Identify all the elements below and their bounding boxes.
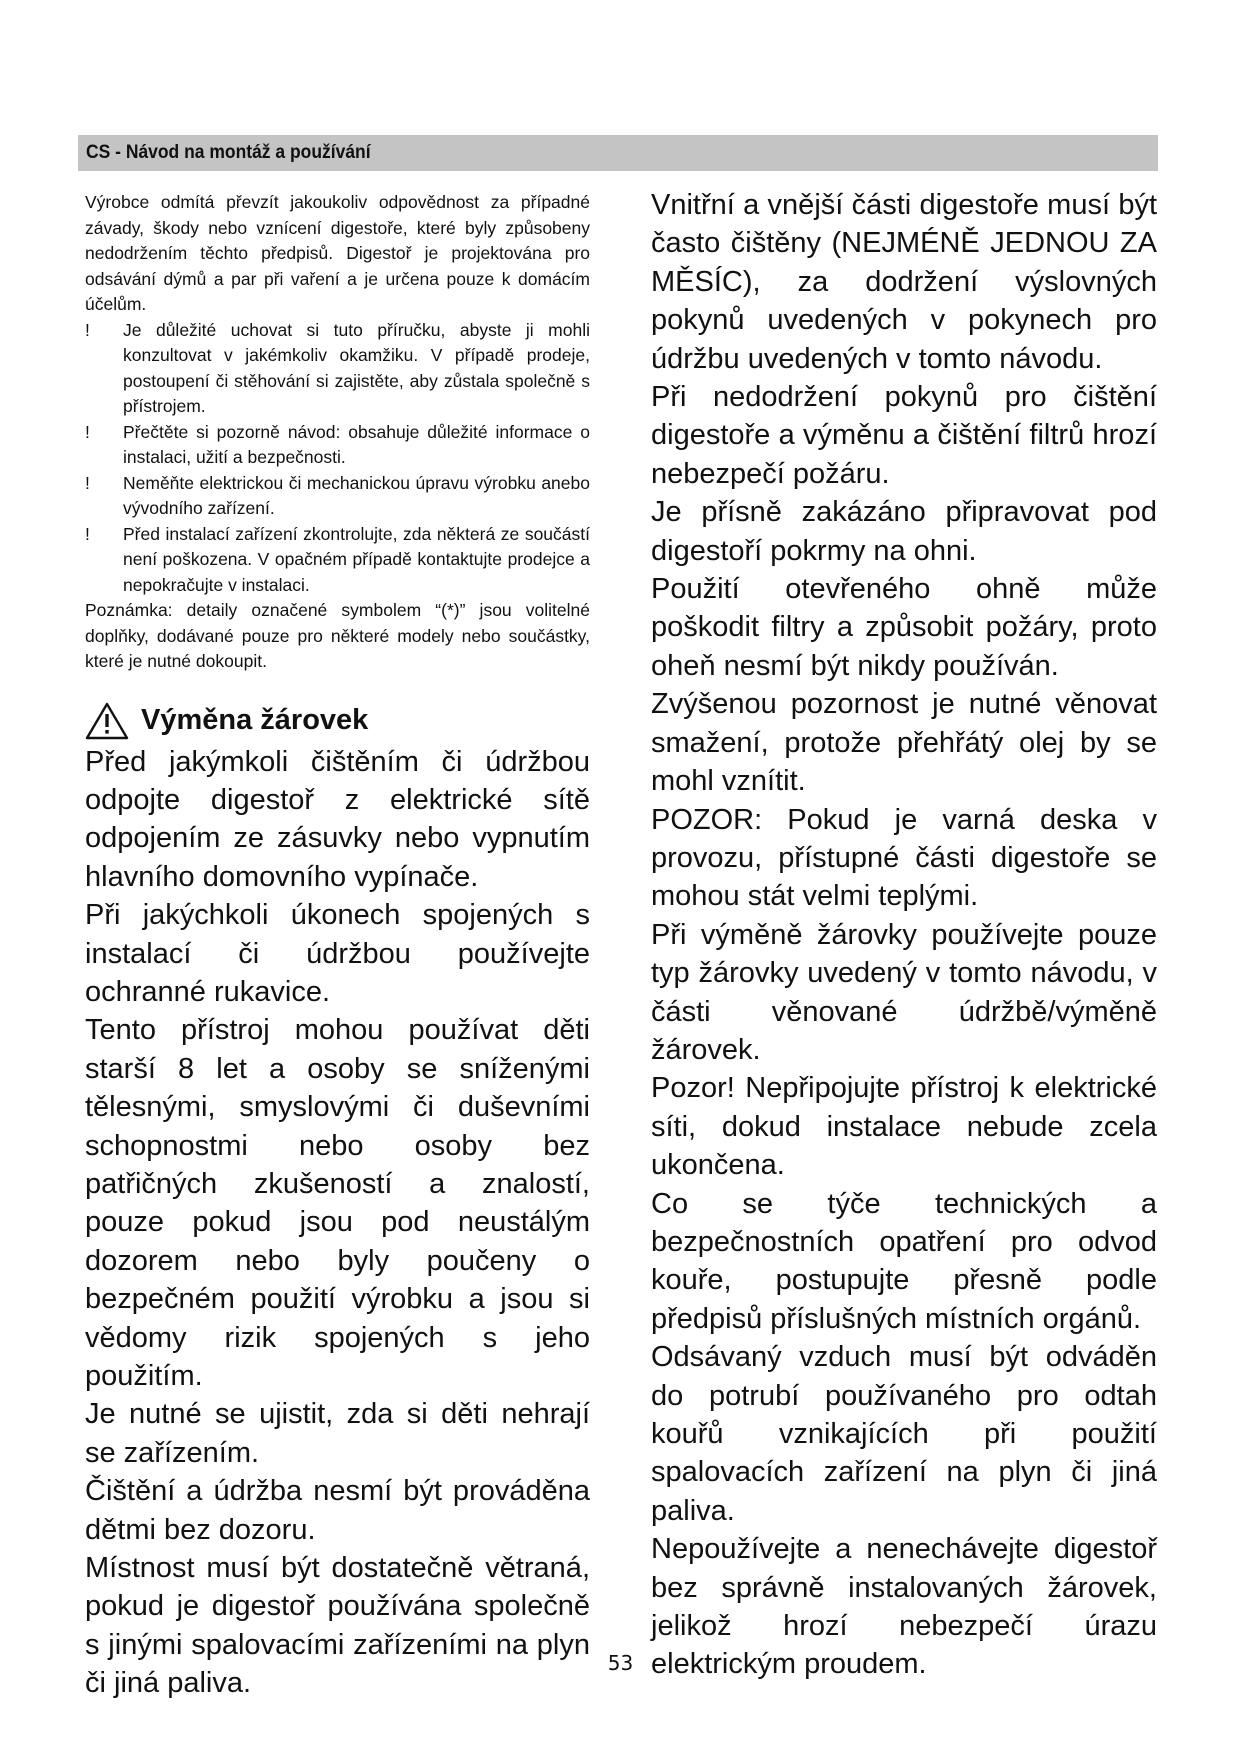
exclamation-bullet: ! xyxy=(85,472,90,493)
body-paragraph: Místnost musí být dostatečně větraná, pokud je digestoř používána společně s jinými spalovacími zařízeními na plyn či jiná paliva. xyxy=(85,1552,590,1700)
left-column xyxy=(85,190,590,1703)
intro-paragraph: Výrobce odmítá převzít jakoukoliv odpovědnost za případné závady, škody nebo vznícení digestoře, které byly způsobeny nedodržením těchto předpisů. Digestoř je projektována pro odsávání dýmů a par při vaření a je určena pouze k domácím účelům. xyxy=(85,192,590,314)
section-title: Výměna žárovek xyxy=(141,704,369,736)
left-body xyxy=(85,743,590,1703)
exclamation-bullet: ! xyxy=(85,319,90,340)
section-heading xyxy=(85,699,590,743)
body-paragraph: Co se týče technických a bezpečnostních opatření pro odvod kouře, postupujte přesně podle předpisů příslušných místních orgánů. xyxy=(651,1187,1157,1335)
list-item xyxy=(85,318,590,420)
warning-list xyxy=(85,318,590,599)
section-header-bar xyxy=(78,135,1158,171)
body-paragraph: Tento přístroj mohou používat děti starší 8 let a osoby se sníženými tělesnými, smyslovými či duševními schopnostmi nebo osoby bez patřičných zkušeností a znalostí, pouze pokud jsou pod neustálým dozorem nebo byly poučeny o bezpečném použití výrobku a jsou si vědomy rizik spojených s jeho použitím. xyxy=(85,1014,590,1392)
body-paragraph: POZOR: Pokud je varná deska v provozu, přístupné části digestoře se mohou stát velmi teplými. xyxy=(651,803,1157,913)
right-column xyxy=(651,186,1157,1684)
list-item xyxy=(85,522,590,599)
note-paragraph: Poznámka: detaily označené symbolem “(*)” jsou volitelné doplňky, dodávané pouze pro některé modely nebo součástky, které je nutné dokoupit. xyxy=(85,600,590,671)
page-title: CS - Návod na montáž a používání xyxy=(86,142,371,163)
list-item-text: Neměňte elektrickou či mechanickou úpravu výrobku anebo vývodního zařízení. xyxy=(123,472,590,518)
body-paragraph: Čištění a údržba nesmí být prováděna dětmi bez dozoru. xyxy=(85,1475,590,1546)
body-paragraph: Zvýšenou pozornost je nutné věnovat smažení, protože přehřátý olej by se mohl vznítit. xyxy=(651,688,1157,798)
list-item xyxy=(85,471,590,522)
body-paragraph: Pozor! Nepřipojujte přístroj k elektrické síti, dokud instalace nebude zcela ukončena. xyxy=(651,1072,1157,1182)
body-paragraph: Je nutné se ujistit, zda si děti nehrají se zařízením. xyxy=(85,1398,590,1469)
body-paragraph: Odsávaný vzduch musí být odváděn do potrubí používaného pro odtah kouřů vznikajících při použití spalovacích zařízení na plyn či jiná paliva. xyxy=(651,1341,1157,1527)
list-item xyxy=(85,420,590,471)
body-paragraph: Vnitřní a vnější části digestoře musí být často čištěny (NEJMÉNĚ JEDNOU ZA MĚSÍC), za dodržení výslovných pokynů uvedených v pokynech pro údržbu uvedených v tomto návodu. xyxy=(651,189,1157,375)
body-paragraph: Při nedodržení pokynů pro čištění digestoře a výměnu a čištění filtrů hrozí nebezpečí požáru. xyxy=(651,381,1157,490)
body-paragraph: Nepoužívejte a nenechávejte digestoř bez správně instalovaných žárovek, jelikož hrozí nebezpečí úrazu elektrickým proudem. xyxy=(651,1533,1157,1681)
exclamation-bullet: ! xyxy=(85,421,90,442)
page-number: 53 xyxy=(607,1651,634,1675)
body-paragraph: Při výměně žárovky používejte pouze typ žárovky uvedený v tomto návodu, v části věnované údržbě/výměně žárovek. xyxy=(651,918,1157,1066)
body-paragraph: Je přísně zakázáno připravovat pod digestoří pokrmy na ohni. xyxy=(651,496,1157,567)
warning-triangle-icon xyxy=(85,702,129,740)
body-paragraph: Před jakýmkoli čištěním či údržbou odpojte digestoř z elektrické sítě odpojením ze zásuvky nebo vypnutím hlavního domovního vypínače. xyxy=(85,745,590,893)
exclamation-bullet: ! xyxy=(85,523,90,544)
body-paragraph: Použití otevřeného ohně může poškodit filtry a způsobit požáry, proto oheň nesmí být nikdy používán. xyxy=(651,573,1157,682)
list-item-text: Je důležité uchovat si tuto příručku, abyste ji mohli konzultovat v jakémkoliv okamžiku. V případě prodeje, postoupení či stěhování si zajistěte, aby zůstala společně s přístrojem. xyxy=(123,319,590,416)
list-item-text: Před instalací zařízení zkontrolujte, zda některá ze součástí není poškozena. V opačném případě kontaktujte prodejce a nepokračujte v instalaci. xyxy=(123,523,590,595)
body-paragraph: Při jakýchkoli úkonech spojených s instalací či údržbou používejte ochranné rukavice. xyxy=(85,899,590,1008)
list-item-text: Přečtěte si pozorně návod: obsahuje důležité informace o instalaci, užití a bezpečnosti. xyxy=(123,421,590,467)
